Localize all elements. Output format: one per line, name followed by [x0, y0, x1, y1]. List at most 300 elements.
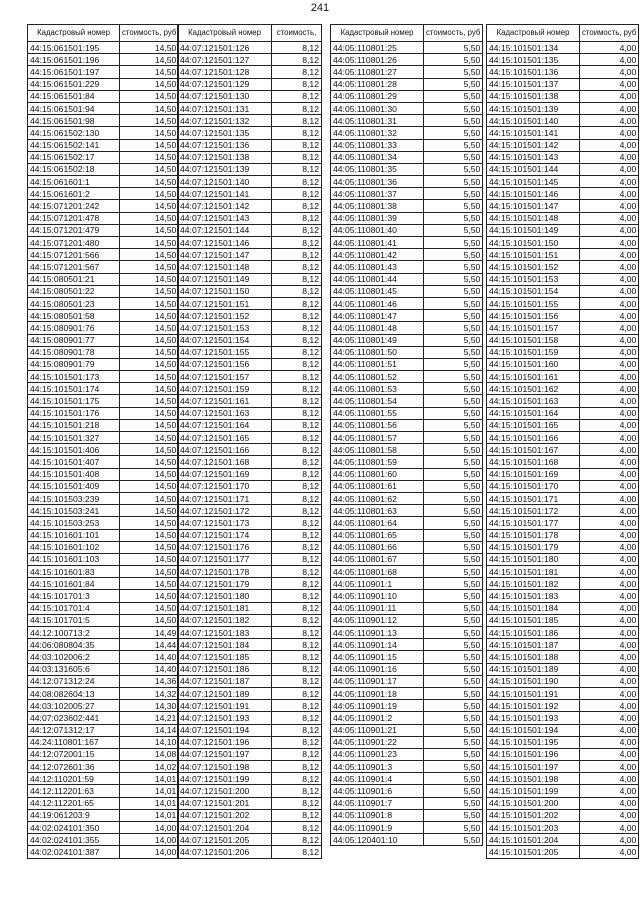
- cadastral-number-cell: 44:12:072001:15: [28, 748, 120, 760]
- cost-cell: 5,50: [424, 663, 483, 675]
- cadastral-number-cell: 44:15:101601:102: [28, 541, 120, 553]
- cost-cell: 4,00: [580, 480, 639, 492]
- cost-cell: 14,50: [120, 590, 179, 602]
- cost-cell: 5,50: [424, 358, 483, 370]
- cost-cell: 4,00: [580, 687, 639, 699]
- cost-cell: 8,12: [272, 639, 322, 651]
- table-row: [178, 590, 322, 602]
- table-row: [331, 627, 483, 639]
- table-row: [178, 627, 322, 639]
- table-row: [331, 505, 483, 517]
- cost-cell: 14,50: [120, 358, 179, 370]
- cadastral-number-cell: 44:12:110201:59: [28, 773, 120, 785]
- cost-cell: 14,00: [120, 846, 179, 858]
- cadastral-number-cell: 44:15:101501:191: [487, 687, 580, 699]
- cost-cell: 8,12: [272, 834, 322, 846]
- cadastral-number-cell: 44:05:110801:45: [331, 285, 424, 297]
- cadastral-number-cell: 44:05:110801:29: [331, 90, 424, 102]
- cost-cell: 8,12: [272, 505, 322, 517]
- cost-cell: 14,50: [120, 163, 179, 175]
- cost-cell: 14,50: [120, 151, 179, 163]
- cost-cell: 5,50: [424, 273, 483, 285]
- table-row: [487, 492, 639, 504]
- cadastral-number-cell: 44:15:101501:162: [487, 383, 580, 395]
- cost-cell: 8,12: [272, 371, 322, 383]
- cadastral-number-cell: 44:15:101501:153: [487, 273, 580, 285]
- cost-cell: 8,12: [272, 651, 322, 663]
- cost-cell: 8,12: [272, 176, 322, 188]
- table-row: [331, 176, 483, 188]
- cadastral-number-cell: 44:05:110801:46: [331, 297, 424, 309]
- table-row: [487, 42, 639, 54]
- table-row: [487, 139, 639, 151]
- table-row: [487, 66, 639, 78]
- table-row: [28, 310, 179, 322]
- cost-cell: 5,50: [424, 163, 483, 175]
- table-row: [487, 541, 639, 553]
- cost-cell: 4,00: [580, 590, 639, 602]
- table-row: [331, 578, 483, 590]
- cost-cell: 14,40: [120, 651, 179, 663]
- cadastral-number-cell: 44:15:101501:147: [487, 200, 580, 212]
- cost-cell: 5,50: [424, 407, 483, 419]
- cadastral-number-cell: 44:15:101501:155: [487, 297, 580, 309]
- cadastral-number-cell: 44:05:110901:7: [331, 797, 424, 809]
- cadastral-number-cell: 44:02:024101:355: [28, 834, 120, 846]
- cost-cell: 8,12: [272, 797, 322, 809]
- cadastral-number-cell: 44:15:101701:4: [28, 602, 120, 614]
- cost-cell: 5,50: [424, 310, 483, 322]
- table-row: [178, 224, 322, 236]
- cadastral-number-cell: 44:15:101501:407: [28, 456, 120, 468]
- cost-cell: 14,50: [120, 541, 179, 553]
- cost-cell: 14,50: [120, 261, 179, 273]
- table-row: [178, 736, 322, 748]
- cost-cell: 14,50: [120, 102, 179, 114]
- cadastral-number-cell: 44:07:121501:198: [178, 761, 272, 773]
- cadastral-number-cell: 44:07:121501:163: [178, 407, 272, 419]
- cadastral-number-cell: 44:05:110801:28: [331, 78, 424, 90]
- cost-cell: 8,12: [272, 492, 322, 504]
- cost-cell: 4,00: [580, 212, 639, 224]
- cadastral-number-cell: 44:05:110801:58: [331, 444, 424, 456]
- table-row: [178, 139, 322, 151]
- table-row: [28, 724, 179, 736]
- table-row: [331, 529, 483, 541]
- table-row: [331, 346, 483, 358]
- cost-cell: 14,50: [120, 90, 179, 102]
- table-row: [28, 273, 179, 285]
- cadastral-number-cell: 44:05:110801:32: [331, 127, 424, 139]
- table-row: [487, 529, 639, 541]
- header-cadastral-number: Кадастровый номер: [487, 25, 580, 42]
- cadastral-number-cell: 44:15:101501:158: [487, 334, 580, 346]
- cost-cell: 8,12: [272, 54, 322, 66]
- cadastral-number-cell: 44:07:121501:144: [178, 224, 272, 236]
- cost-cell: 5,50: [424, 505, 483, 517]
- cost-cell: 5,50: [424, 102, 483, 114]
- table-row: [178, 261, 322, 273]
- cost-cell: 14,50: [120, 578, 179, 590]
- cost-cell: 14,50: [120, 115, 179, 127]
- cadastral-number-cell: 44:07:121501:127: [178, 54, 272, 66]
- cadastral-number-cell: 44:05:110801:35: [331, 163, 424, 175]
- table-row: [178, 724, 322, 736]
- table-row: [331, 395, 483, 407]
- cadastral-number-cell: 44:05:110901:16: [331, 663, 424, 675]
- cost-cell: 8,12: [272, 163, 322, 175]
- cadastral-number-cell: 44:07:121501:128: [178, 66, 272, 78]
- cost-cell: 8,12: [272, 785, 322, 797]
- cadastral-number-cell: 44:15:080501:23: [28, 297, 120, 309]
- cadastral-number-cell: 44:05:110901:9: [331, 822, 424, 834]
- cadastral-number-cell: 44:03:102006:2: [28, 651, 120, 663]
- cadastral-number-cell: 44:15:101501:195: [487, 736, 580, 748]
- cost-cell: 14,44: [120, 639, 179, 651]
- table-row: [331, 809, 483, 821]
- cost-cell: 14,50: [120, 419, 179, 431]
- cadastral-number-cell: 44:05:110801:25: [331, 42, 424, 54]
- cadastral-number-cell: 44:15:101501:172: [487, 505, 580, 517]
- cadastral-number-cell: 44:15:061501:98: [28, 115, 120, 127]
- cadastral-number-cell: 44:05:110901:10: [331, 590, 424, 602]
- table-row: [178, 846, 322, 858]
- cadastral-number-cell: 44:15:071201:478: [28, 212, 120, 224]
- table-row: [178, 566, 322, 578]
- cadastral-number-cell: 44:15:101501:186: [487, 627, 580, 639]
- cost-cell: 4,00: [580, 334, 639, 346]
- table-row: [331, 297, 483, 309]
- cost-cell: 8,12: [272, 736, 322, 748]
- cost-cell: 5,50: [424, 151, 483, 163]
- cadastral-number-cell: 44:07:121501:180: [178, 590, 272, 602]
- table-row: [331, 724, 483, 736]
- cadastral-number-cell: 44:15:101501:178: [487, 529, 580, 541]
- table-row: [331, 90, 483, 102]
- table-row: [331, 432, 483, 444]
- table-row: [487, 517, 639, 529]
- table-row: [178, 761, 322, 773]
- cost-cell: 4,00: [580, 432, 639, 444]
- cadastral-table-4: [486, 24, 639, 859]
- table-row: [487, 748, 639, 760]
- table-row: [178, 188, 322, 200]
- cadastral-number-cell: 44:07:121501:141: [178, 188, 272, 200]
- cost-cell: 8,12: [272, 480, 322, 492]
- cadastral-number-cell: 44:15:101501:179: [487, 541, 580, 553]
- table-row: [28, 651, 179, 663]
- cadastral-number-cell: 44:15:071201:480: [28, 237, 120, 249]
- cost-cell: 14,50: [120, 310, 179, 322]
- cadastral-number-cell: 44:07:121501:161: [178, 395, 272, 407]
- cadastral-number-cell: 44:05:110901:1: [331, 578, 424, 590]
- cost-cell: 5,50: [424, 54, 483, 66]
- cadastral-number-cell: 44:05:110801:55: [331, 407, 424, 419]
- cost-cell: 5,50: [424, 188, 483, 200]
- cost-cell: 5,50: [424, 42, 483, 54]
- cost-cell: 14,50: [120, 334, 179, 346]
- table-row: [487, 322, 639, 334]
- cadastral-number-cell: 44:07:121501:157: [178, 371, 272, 383]
- cadastral-number-cell: 44:07:121501:205: [178, 834, 272, 846]
- table-row: [487, 651, 639, 663]
- table-row: [331, 480, 483, 492]
- cadastral-number-cell: 44:07:121501:179: [178, 578, 272, 590]
- cost-cell: 5,50: [424, 127, 483, 139]
- cadastral-number-cell: 44:15:101501:196: [487, 748, 580, 760]
- table-row: [487, 846, 639, 858]
- cadastral-number-cell: 44:07:121501:191: [178, 700, 272, 712]
- table-row: [178, 66, 322, 78]
- cadastral-number-cell: 44:15:101501:176: [28, 407, 120, 419]
- cadastral-number-cell: 44:05:110801:43: [331, 261, 424, 273]
- table-row: [487, 285, 639, 297]
- cost-cell: 8,12: [272, 712, 322, 724]
- cost-cell: 4,00: [580, 785, 639, 797]
- table-row: [28, 785, 179, 797]
- cadastral-number-cell: 44:15:080501:58: [28, 310, 120, 322]
- table-row: [28, 736, 179, 748]
- table-row: [487, 590, 639, 602]
- table-row: [487, 773, 639, 785]
- table-row: [487, 822, 639, 834]
- cadastral-number-cell: 44:15:101501:152: [487, 261, 580, 273]
- table-row: [28, 334, 179, 346]
- cadastral-number-cell: 44:15:101501:181: [487, 566, 580, 578]
- table-row: [487, 200, 639, 212]
- cost-cell: 14,08: [120, 748, 179, 760]
- cadastral-number-cell: 44:07:121501:148: [178, 261, 272, 273]
- cost-cell: 4,00: [580, 748, 639, 760]
- cost-cell: 8,12: [272, 590, 322, 602]
- cost-cell: 4,00: [580, 675, 639, 687]
- cadastral-number-cell: 44:07:121501:178: [178, 566, 272, 578]
- table-row: [178, 505, 322, 517]
- header-cadastral-number: Кадастровый номер: [28, 25, 120, 42]
- cost-cell: 14,01: [120, 797, 179, 809]
- cadastral-number-cell: 44:15:101501:188: [487, 651, 580, 663]
- cadastral-number-cell: 44:07:121501:135: [178, 127, 272, 139]
- table-row: [178, 297, 322, 309]
- table-row: [178, 90, 322, 102]
- table-row: [28, 456, 179, 468]
- cadastral-number-cell: 44:15:101501:180: [487, 553, 580, 565]
- cost-cell: 4,00: [580, 578, 639, 590]
- cost-cell: 8,12: [272, 566, 322, 578]
- cadastral-number-cell: 44:15:101601:83: [28, 566, 120, 578]
- cadastral-number-cell: 44:07:121501:159: [178, 383, 272, 395]
- cadastral-number-cell: 44:05:110901:13: [331, 627, 424, 639]
- cost-cell: 14,50: [120, 480, 179, 492]
- cadastral-number-cell: 44:15:101501:165: [487, 419, 580, 431]
- table-row: [178, 151, 322, 163]
- table-row: [487, 115, 639, 127]
- cost-cell: 14,50: [120, 614, 179, 626]
- table-row: [331, 797, 483, 809]
- cost-cell: 4,00: [580, 224, 639, 236]
- table-row: [331, 602, 483, 614]
- table-row: [487, 627, 639, 639]
- table-row: [487, 395, 639, 407]
- cadastral-number-cell: 44:15:101501:183: [487, 590, 580, 602]
- cadastral-number-cell: 44:05:110901:3: [331, 761, 424, 773]
- cadastral-number-cell: 44:05:110901:8: [331, 809, 424, 821]
- cost-cell: 5,50: [424, 395, 483, 407]
- table-row: [178, 517, 322, 529]
- cadastral-number-cell: 44:05:110901:19: [331, 700, 424, 712]
- table-row: [178, 687, 322, 699]
- cadastral-number-cell: 44:05:110801:59: [331, 456, 424, 468]
- cost-cell: 5,50: [424, 444, 483, 456]
- cost-cell: 5,50: [424, 675, 483, 687]
- table-row: [28, 517, 179, 529]
- table-row: [28, 639, 179, 651]
- cadastral-number-cell: 44:07:121501:130: [178, 90, 272, 102]
- table-row: [28, 834, 179, 846]
- cadastral-number-cell: 44:05:110801:66: [331, 541, 424, 553]
- table-row: [178, 419, 322, 431]
- cost-cell: 5,50: [424, 773, 483, 785]
- cadastral-number-cell: 44:15:101501:154: [487, 285, 580, 297]
- cost-cell: 14,01: [120, 809, 179, 821]
- cadastral-number-cell: 44:05:110801:26: [331, 54, 424, 66]
- cost-cell: 14,50: [120, 492, 179, 504]
- cadastral-number-cell: 44:15:101501:145: [487, 176, 580, 188]
- table-row: [331, 700, 483, 712]
- cost-cell: 4,00: [580, 468, 639, 480]
- cost-cell: 4,00: [580, 639, 639, 651]
- cadastral-number-cell: 44:07:121501:201: [178, 797, 272, 809]
- table-row: [487, 224, 639, 236]
- table-row: [28, 797, 179, 809]
- cost-cell: 4,00: [580, 90, 639, 102]
- cadastral-number-cell: 44:15:101503:241: [28, 505, 120, 517]
- table-row: [178, 310, 322, 322]
- table-row: [28, 809, 179, 821]
- cost-cell: 8,12: [272, 237, 322, 249]
- cost-cell: 8,12: [272, 700, 322, 712]
- table-row: [28, 249, 179, 261]
- cadastral-number-cell: 44:05:110901:23: [331, 748, 424, 760]
- cadastral-number-cell: 44:15:061502:141: [28, 139, 120, 151]
- cadastral-number-cell: 44:07:121501:173: [178, 517, 272, 529]
- cadastral-number-cell: 44:15:061601:1: [28, 176, 120, 188]
- cost-cell: 5,50: [424, 66, 483, 78]
- cost-cell: 8,12: [272, 419, 322, 431]
- table-row: [331, 639, 483, 651]
- cadastral-number-cell: 44:07:121501:154: [178, 334, 272, 346]
- cadastral-number-cell: 44:15:071201:479: [28, 224, 120, 236]
- cadastral-number-cell: 44:15:061502:17: [28, 151, 120, 163]
- cost-cell: 5,50: [424, 261, 483, 273]
- cadastral-number-cell: 44:07:121501:194: [178, 724, 272, 736]
- cadastral-number-cell: 44:15:101501:149: [487, 224, 580, 236]
- cadastral-number-cell: 44:15:101501:157: [487, 322, 580, 334]
- table-row: [28, 761, 179, 773]
- cadastral-number-cell: 44:15:101501:134: [487, 42, 580, 54]
- table-row: [178, 395, 322, 407]
- cost-cell: 8,12: [272, 139, 322, 151]
- cadastral-number-cell: 44:05:110801:52: [331, 371, 424, 383]
- cost-cell: 4,00: [580, 614, 639, 626]
- table-row: [331, 78, 483, 90]
- cadastral-number-cell: 44:05:110801:48: [331, 322, 424, 334]
- cost-cell: 14,50: [120, 212, 179, 224]
- cost-cell: 4,00: [580, 761, 639, 773]
- table-row: [178, 334, 322, 346]
- table-row: [28, 90, 179, 102]
- cost-cell: 5,50: [424, 797, 483, 809]
- cadastral-number-cell: 44:15:101601:103: [28, 553, 120, 565]
- table-row: [178, 383, 322, 395]
- cost-cell: 14,50: [120, 456, 179, 468]
- table-row: [331, 675, 483, 687]
- cadastral-number-cell: 44:15:101701:5: [28, 614, 120, 626]
- cost-cell: 4,00: [580, 517, 639, 529]
- table-row: [178, 42, 322, 54]
- table-row: [28, 748, 179, 760]
- cost-cell: 8,12: [272, 602, 322, 614]
- cost-cell: 5,50: [424, 468, 483, 480]
- table-row: [178, 102, 322, 114]
- table-row: [28, 553, 179, 565]
- cadastral-number-cell: 44:05:110801:33: [331, 139, 424, 151]
- cadastral-number-cell: 44:05:110801:47: [331, 310, 424, 322]
- table-row: [28, 139, 179, 151]
- cost-cell: 14,50: [120, 383, 179, 395]
- cadastral-number-cell: 44:15:101501:138: [487, 90, 580, 102]
- table-row: [28, 602, 179, 614]
- table-row: [331, 237, 483, 249]
- cadastral-number-cell: 44:05:110901:14: [331, 639, 424, 651]
- cost-cell: 14,50: [120, 127, 179, 139]
- table-row: [178, 176, 322, 188]
- cost-cell: 4,00: [580, 127, 639, 139]
- cost-cell: 8,12: [272, 773, 322, 785]
- cost-cell: 14,21: [120, 712, 179, 724]
- table-row: [28, 541, 179, 553]
- cadastral-number-cell: 44:15:101501:189: [487, 663, 580, 675]
- cadastral-number-cell: 44:07:121501:202: [178, 809, 272, 821]
- cost-cell: 5,50: [424, 224, 483, 236]
- table-row: [28, 297, 179, 309]
- cadastral-number-cell: 44:15:101501:198: [487, 773, 580, 785]
- table-row: [331, 712, 483, 724]
- cadastral-number-cell: 44:07:121501:189: [178, 687, 272, 699]
- cost-cell: 5,50: [424, 809, 483, 821]
- cadastral-number-cell: 44:15:101501:174: [28, 383, 120, 395]
- page-number: 241: [310, 2, 330, 14]
- cost-cell: 14,50: [120, 273, 179, 285]
- cost-cell: 14,50: [120, 200, 179, 212]
- table-row: [28, 529, 179, 541]
- table-row: [28, 224, 179, 236]
- cost-cell: 4,00: [580, 651, 639, 663]
- cadastral-number-cell: 44:15:101501:146: [487, 188, 580, 200]
- table-row: [331, 566, 483, 578]
- table-row: [331, 249, 483, 261]
- cost-cell: 4,00: [580, 553, 639, 565]
- cadastral-number-cell: 44:05:110801:50: [331, 346, 424, 358]
- table-row: [331, 468, 483, 480]
- cost-cell: 4,00: [580, 529, 639, 541]
- cost-cell: 8,12: [272, 724, 322, 736]
- table-row: [331, 822, 483, 834]
- cost-cell: 4,00: [580, 809, 639, 821]
- cost-cell: 14,50: [120, 444, 179, 456]
- cost-cell: 14,00: [120, 822, 179, 834]
- cost-cell: 5,50: [424, 200, 483, 212]
